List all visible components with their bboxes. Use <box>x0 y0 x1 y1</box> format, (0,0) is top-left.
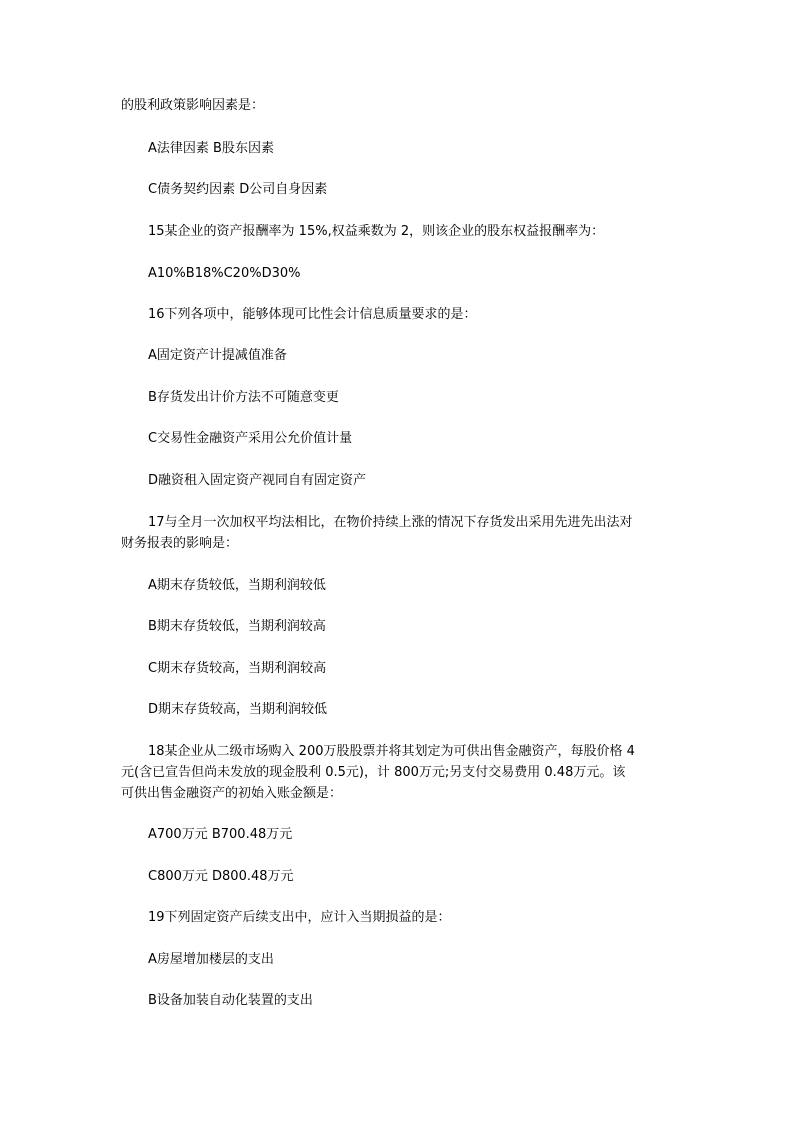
q14-option-ab: A法律因素 B股东因素 <box>148 141 274 156</box>
question-18-text-line2: 元(含已宣告但尚未发放的现金股利 0.5元)，计 800万元;另支付交易费用 0.48万元。该 <box>121 765 626 780</box>
question-18-text-line1: 18某企业从二级市场购入 200万股股票并将其划定为可供出售金融资产，每股价格 4 <box>148 744 635 759</box>
question-16-text: 16下列各项中，能够体现可比性会计信息质量要求的是： <box>148 307 477 322</box>
q17-option-a: A期末存货较低，当期利润较低 <box>148 578 326 593</box>
q16-option-c: C交易性金融资产采用公允价值计量 <box>148 431 353 446</box>
question-19-text: 19下列固定资产后续支出中，应计入当期损益的是： <box>148 910 451 925</box>
question-17-text-line1: 17与全月一次加权平均法相比，在物价持续上涨的情况下存货发出采用先进先出法对 <box>148 515 633 530</box>
q17-option-d: D期末存货较高，当期利润较低 <box>148 702 328 717</box>
q19-option-a: A房屋增加楼层的支出 <box>148 952 274 967</box>
q18-option-cd: C800万元 D800.48万元 <box>148 869 294 884</box>
question-17-text-line2: 财务报表的影响是： <box>121 536 239 551</box>
q16-option-a: A固定资产计提减值准备 <box>148 348 287 363</box>
q19-option-b: B设备加装自动化装置的支出 <box>148 993 313 1008</box>
q17-option-c: C期末存货较高，当期利润较高 <box>148 661 327 676</box>
q14-option-cd: C债务契约因素 D公司自身因素 <box>148 182 328 197</box>
q15-options: A10%B18%C20%D30% <box>148 266 301 281</box>
q16-option-d: D融资租入固定资产视同自有固定资产 <box>148 473 367 488</box>
q18-option-ab: A700万元 B700.48万元 <box>148 827 293 842</box>
q16-option-b: B存货发出计价方法不可随意变更 <box>148 390 339 405</box>
question-15-text: 15某企业的资产报酬率为 15%,权益乘数为 2，则该企业的股东权益报酬率为： <box>148 224 605 239</box>
question-18-text-line3: 可供出售金融资产的初始入账金额是： <box>121 786 343 801</box>
question-14-continuation: 的股利政策影响因素是： <box>121 98 265 113</box>
q17-option-b: B期末存货较低，当期利润较高 <box>148 619 326 634</box>
